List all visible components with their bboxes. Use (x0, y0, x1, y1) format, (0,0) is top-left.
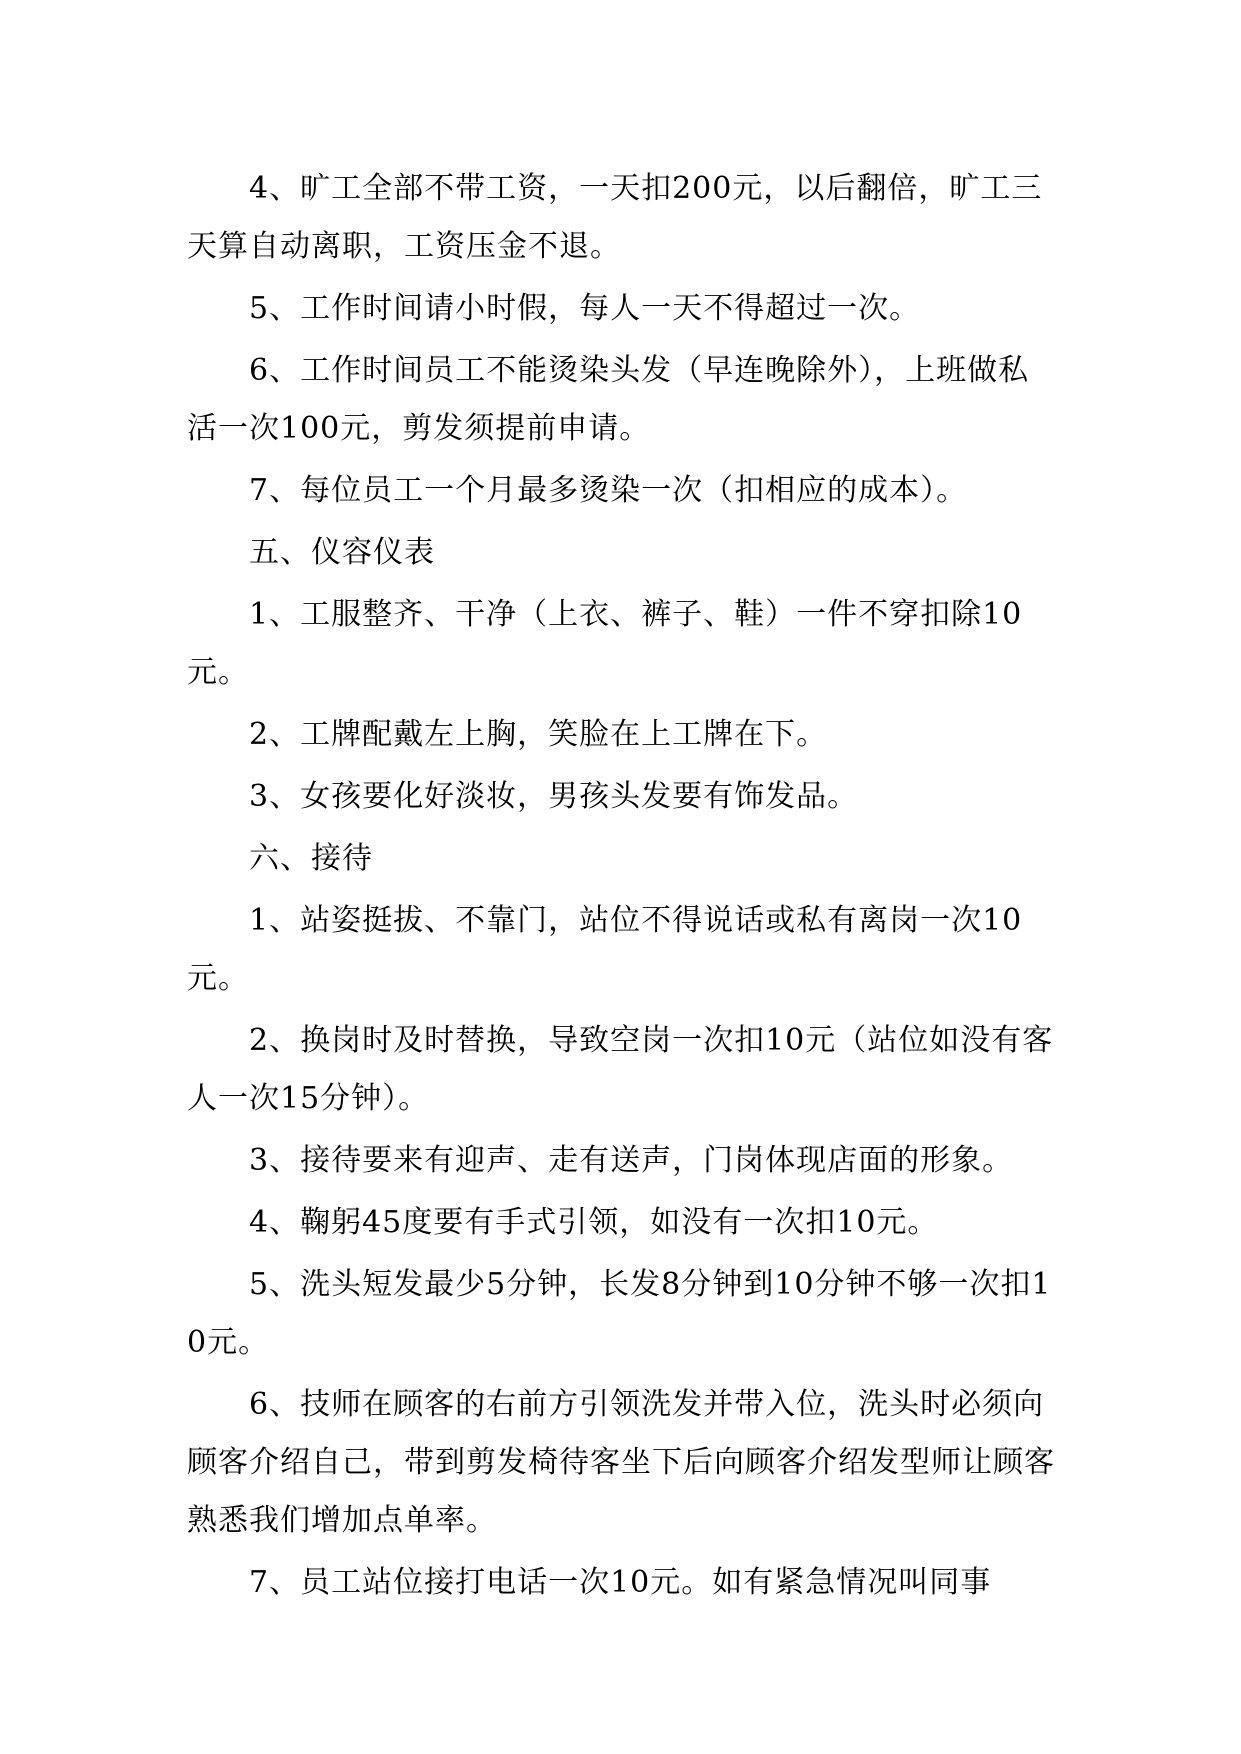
rule-monthly-dye: 7、每位员工一个月最多烫染一次（扣相应的成本）。 (249, 473, 968, 508)
rule-hourly-leave: 5、工作时间请小时假，每人一天不得超过一次。 (249, 291, 921, 326)
rule-greeting: 3、接待要来有迎声、走有送声，门岗体现店面的形象。 (249, 1143, 1014, 1178)
rule-phone-call: 7、员工站位接打电话一次10元。如有紧急情况叫同事 (249, 1565, 992, 1600)
section-heading-reception: 六、接待 (249, 841, 373, 876)
rule-posture: 1、站姿挺拔、不靠门，站位不得说话或私有离岗一次10元。 (187, 903, 1023, 996)
rule-hair-dye: 6、工作时间员工不能烫染头发（早连晚除外），上班做私活一次100元，剪发须提前申请。 (187, 353, 1030, 446)
rule-bow: 4、鞠躬45度要有手式引领，如没有一次扣10元。 (249, 1205, 939, 1240)
section-heading-appearance: 五、仪容仪表 (249, 535, 435, 570)
document-body (187, 160, 1057, 1616)
rule-shift-change: 2、换岗时及时替换，导致空岗一次扣10元（站位如没有客人一次15分钟）。 (187, 1023, 1054, 1116)
rule-technician-guide: 6、技师在顾客的右前方引领洗发并带入位，洗头时必须向顾客介绍自己，带到剪发椅待客坐下后向顾客介绍发型师让顾客熟悉我们增加点单率。 (187, 1387, 1055, 1538)
rule-uniform: 1、工服整齐、干净（上衣、裤子、鞋）一件不穿扣除10元。 (187, 597, 1023, 690)
rule-absence: 4、旷工全部不带工资，一天扣200元，以后翻倍，旷工三天算自动离职，工资压金不退。 (187, 171, 1043, 264)
rule-hair-wash: 5、洗头短发最少5分钟，长发8分钟到10分钟不够一次扣10元。 (187, 1267, 1052, 1360)
rule-makeup: 3、女孩要化好淡妆，男孩头发要有饰发品。 (249, 779, 859, 814)
rule-badge: 2、工牌配戴左上胸，笑脸在上工牌在下。 (249, 717, 828, 752)
